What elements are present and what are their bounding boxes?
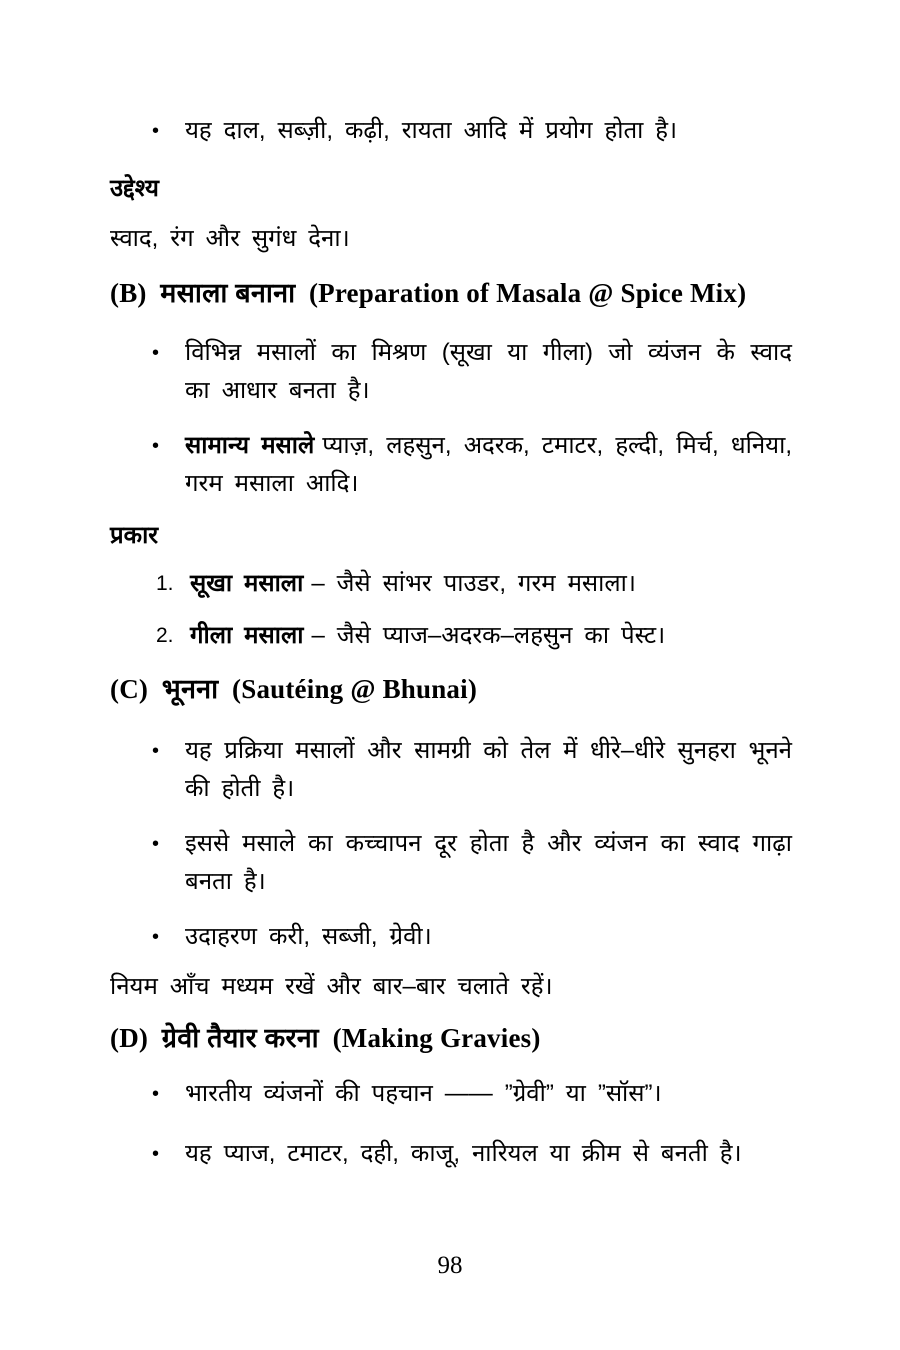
bullet-rest: प्याज़, लहसुन, अदरक, टमाटर, हल्दी, मिर्च, धनिया, गरम मसाला आदि। bbox=[185, 432, 792, 497]
section-c-title-hindi: भूनना bbox=[161, 674, 219, 704]
item-number: 1. bbox=[156, 572, 174, 595]
item-rest: – जैसे सांभर पाउडर, गरम मसाला। bbox=[311, 570, 636, 597]
bullet-text: यह दाल, सब्ज़ी, कढ़ी, रायता आदि में प्रयोग होता है। bbox=[185, 117, 678, 144]
list-item bbox=[152, 732, 792, 808]
bullet-icon: • bbox=[152, 926, 160, 948]
item-text bbox=[190, 565, 792, 603]
bullet-icon: • bbox=[152, 120, 160, 142]
bullet-text: उदाहरण करी, सब्जी, ग्रेवी। bbox=[185, 923, 432, 950]
bullet-icon: • bbox=[152, 342, 160, 364]
bullet-text: इससे मसाले का कच्चापन दूर होता है और व्यंजन का स्वाद गाढ़ा बनता है। bbox=[185, 830, 792, 895]
section-b-heading bbox=[110, 272, 792, 314]
bullet-lead-bold: सामान्य मसाले bbox=[185, 432, 315, 459]
item-rest: – जैसे प्याज–अदरक–लहसुन का पेस्ट। bbox=[311, 622, 666, 649]
bullet-icon: • bbox=[152, 740, 160, 762]
bullet-icon: • bbox=[152, 435, 160, 457]
page-number: 98 bbox=[437, 1252, 463, 1279]
list-item bbox=[152, 825, 792, 901]
list-item bbox=[152, 918, 792, 956]
list-item bbox=[152, 427, 792, 503]
numbered-item bbox=[156, 565, 792, 603]
bullet-text: यह प्रक्रिया मसालों और सामग्री को तेल में धीरे–धीरे सुनहरा भूनने की होती है। bbox=[185, 737, 792, 802]
section-d-title-english: (Making Gravies) bbox=[332, 1023, 541, 1053]
item-lead-bold: गीला मसाला bbox=[190, 622, 304, 649]
rule-note: नियम आँच मध्यम रखें और बार–बार चलाते रहें। bbox=[110, 973, 553, 1000]
section-b-label: (B) bbox=[110, 278, 147, 308]
list-item bbox=[152, 112, 792, 150]
section-d-label: (D) bbox=[110, 1023, 149, 1053]
purpose-heading: उद्देश्य bbox=[110, 175, 159, 202]
numbered-item bbox=[156, 617, 792, 655]
list-item bbox=[152, 334, 792, 410]
section-c-heading bbox=[110, 668, 792, 710]
bullet-icon: • bbox=[152, 1083, 160, 1105]
item-lead-bold: सूखा मसाला bbox=[190, 570, 304, 597]
types-heading: प्रकार bbox=[110, 522, 159, 549]
list-item bbox=[152, 1135, 792, 1173]
section-c-label: (C) bbox=[110, 674, 149, 704]
list-item bbox=[152, 1075, 792, 1113]
bullet-icon: • bbox=[152, 833, 160, 855]
purpose-text: स्वाद, रंग और सुगंध देना। bbox=[110, 225, 350, 252]
section-d-heading bbox=[110, 1017, 792, 1059]
bullet-text: भारतीय व्यंजनों की पहचान —— ”ग्रेवी” या ”सॉस”। bbox=[185, 1080, 662, 1107]
section-b-title-hindi: मसाला बनाना bbox=[160, 278, 296, 308]
section-c-title-english: (Sautéing @ Bhunai) bbox=[232, 674, 478, 704]
section-d-title-hindi: ग्रेवी तैयार करना bbox=[161, 1023, 319, 1053]
bullet-icon: • bbox=[152, 1143, 160, 1165]
bullet-text: यह प्याज, टमाटर, दही, काजू, नारियल या क्रीम से बनती है। bbox=[185, 1140, 742, 1167]
section-b-title-english: (Preparation of Masala @ Spice Mix) bbox=[308, 278, 747, 308]
bullet-text bbox=[185, 427, 792, 503]
item-text bbox=[190, 617, 792, 655]
item-number: 2. bbox=[156, 624, 174, 647]
bullet-text: विभिन्न मसालों का मिश्रण (सूखा या गीला) जो व्यंजन के स्वाद का आधार बनता है। bbox=[185, 339, 792, 404]
